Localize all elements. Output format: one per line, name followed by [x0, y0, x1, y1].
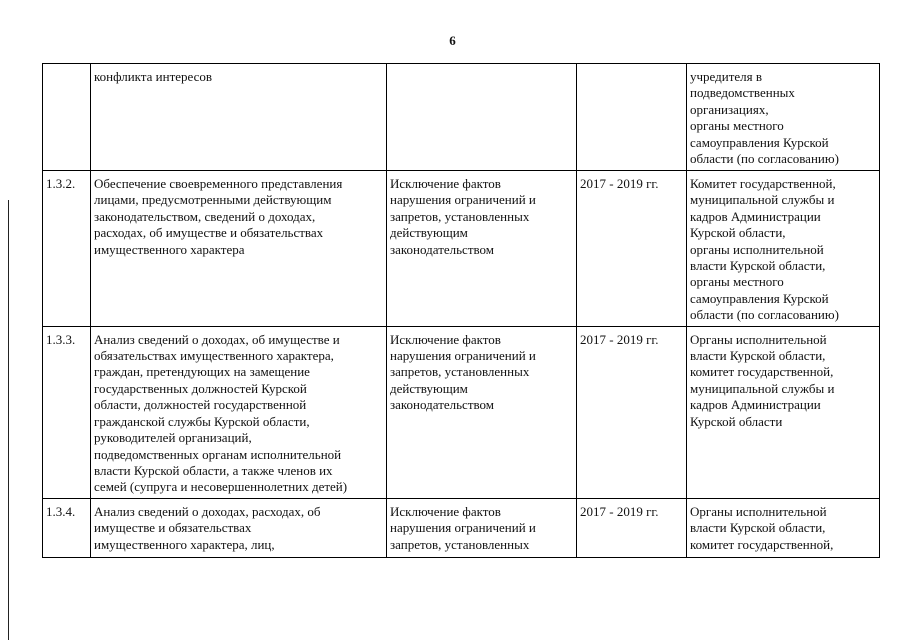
- action-cell: конфликта интересов: [91, 64, 387, 171]
- item-number-cell: [43, 64, 91, 171]
- page-number: 6: [449, 33, 456, 48]
- result-cell: Исключение фактов нарушения ограничений и запретов, установленных действующим законодательством: [387, 171, 577, 327]
- table-row: [43, 498, 880, 557]
- result-cell: [387, 64, 577, 171]
- action-cell: Анализ сведений о доходах, об имуществе и обязательствах имущественного характера, граждан, претендующих на замещение государственных должностей Курской области, должностей государственной гражданской службы Курской области, руководителей организаций, подведомственных органам исполнительной власти Курской области, а также членов их семей (супруга и несовершеннолетних детей): [91, 326, 387, 498]
- table-row: [43, 64, 880, 171]
- action-cell: Обеспечение своевременного представления лицами, предусмотренными действующим законодательством, сведений о доходах, расходах, об имуществе и обязательствах имущественного характера: [91, 171, 387, 327]
- action-cell: Анализ сведений о доходах, расходах, об имуществе и обязательствах имущественного характера, лиц,: [91, 498, 387, 557]
- executor-cell: учредителя в подведомственных организациях, органы местного самоуправления Курской области (по согласованию): [687, 64, 880, 171]
- table-row: [43, 326, 880, 498]
- term-cell: [577, 64, 687, 171]
- item-number-cell: 1.3.2.: [43, 171, 91, 327]
- table-row: [43, 171, 880, 327]
- executor-cell: Органы исполнительной власти Курской области, комитет государственной, муниципальной службы и кадров Администрации Курской области: [687, 326, 880, 498]
- measures-table: [42, 63, 880, 558]
- item-number-cell: 1.3.4.: [43, 498, 91, 557]
- term-cell: 2017 - 2019 гг.: [577, 326, 687, 498]
- term-cell: 2017 - 2019 гг.: [577, 171, 687, 327]
- result-cell: Исключение фактов нарушения ограничений и запретов, установленных: [387, 498, 577, 557]
- page-edge-line: [8, 200, 9, 640]
- item-number-cell: 1.3.3.: [43, 326, 91, 498]
- term-cell: 2017 - 2019 гг.: [577, 498, 687, 557]
- executor-cell: Органы исполнительной власти Курской области, комитет государственной,: [687, 498, 880, 557]
- executor-cell: Комитет государственной, муниципальной службы и кадров Администрации Курской области, органы исполнительной власти Курской области, органы местного самоуправления Курской области (по согласованию): [687, 171, 880, 327]
- result-cell: Исключение фактов нарушения ограничений и запретов, установленных действующим законодательством: [387, 326, 577, 498]
